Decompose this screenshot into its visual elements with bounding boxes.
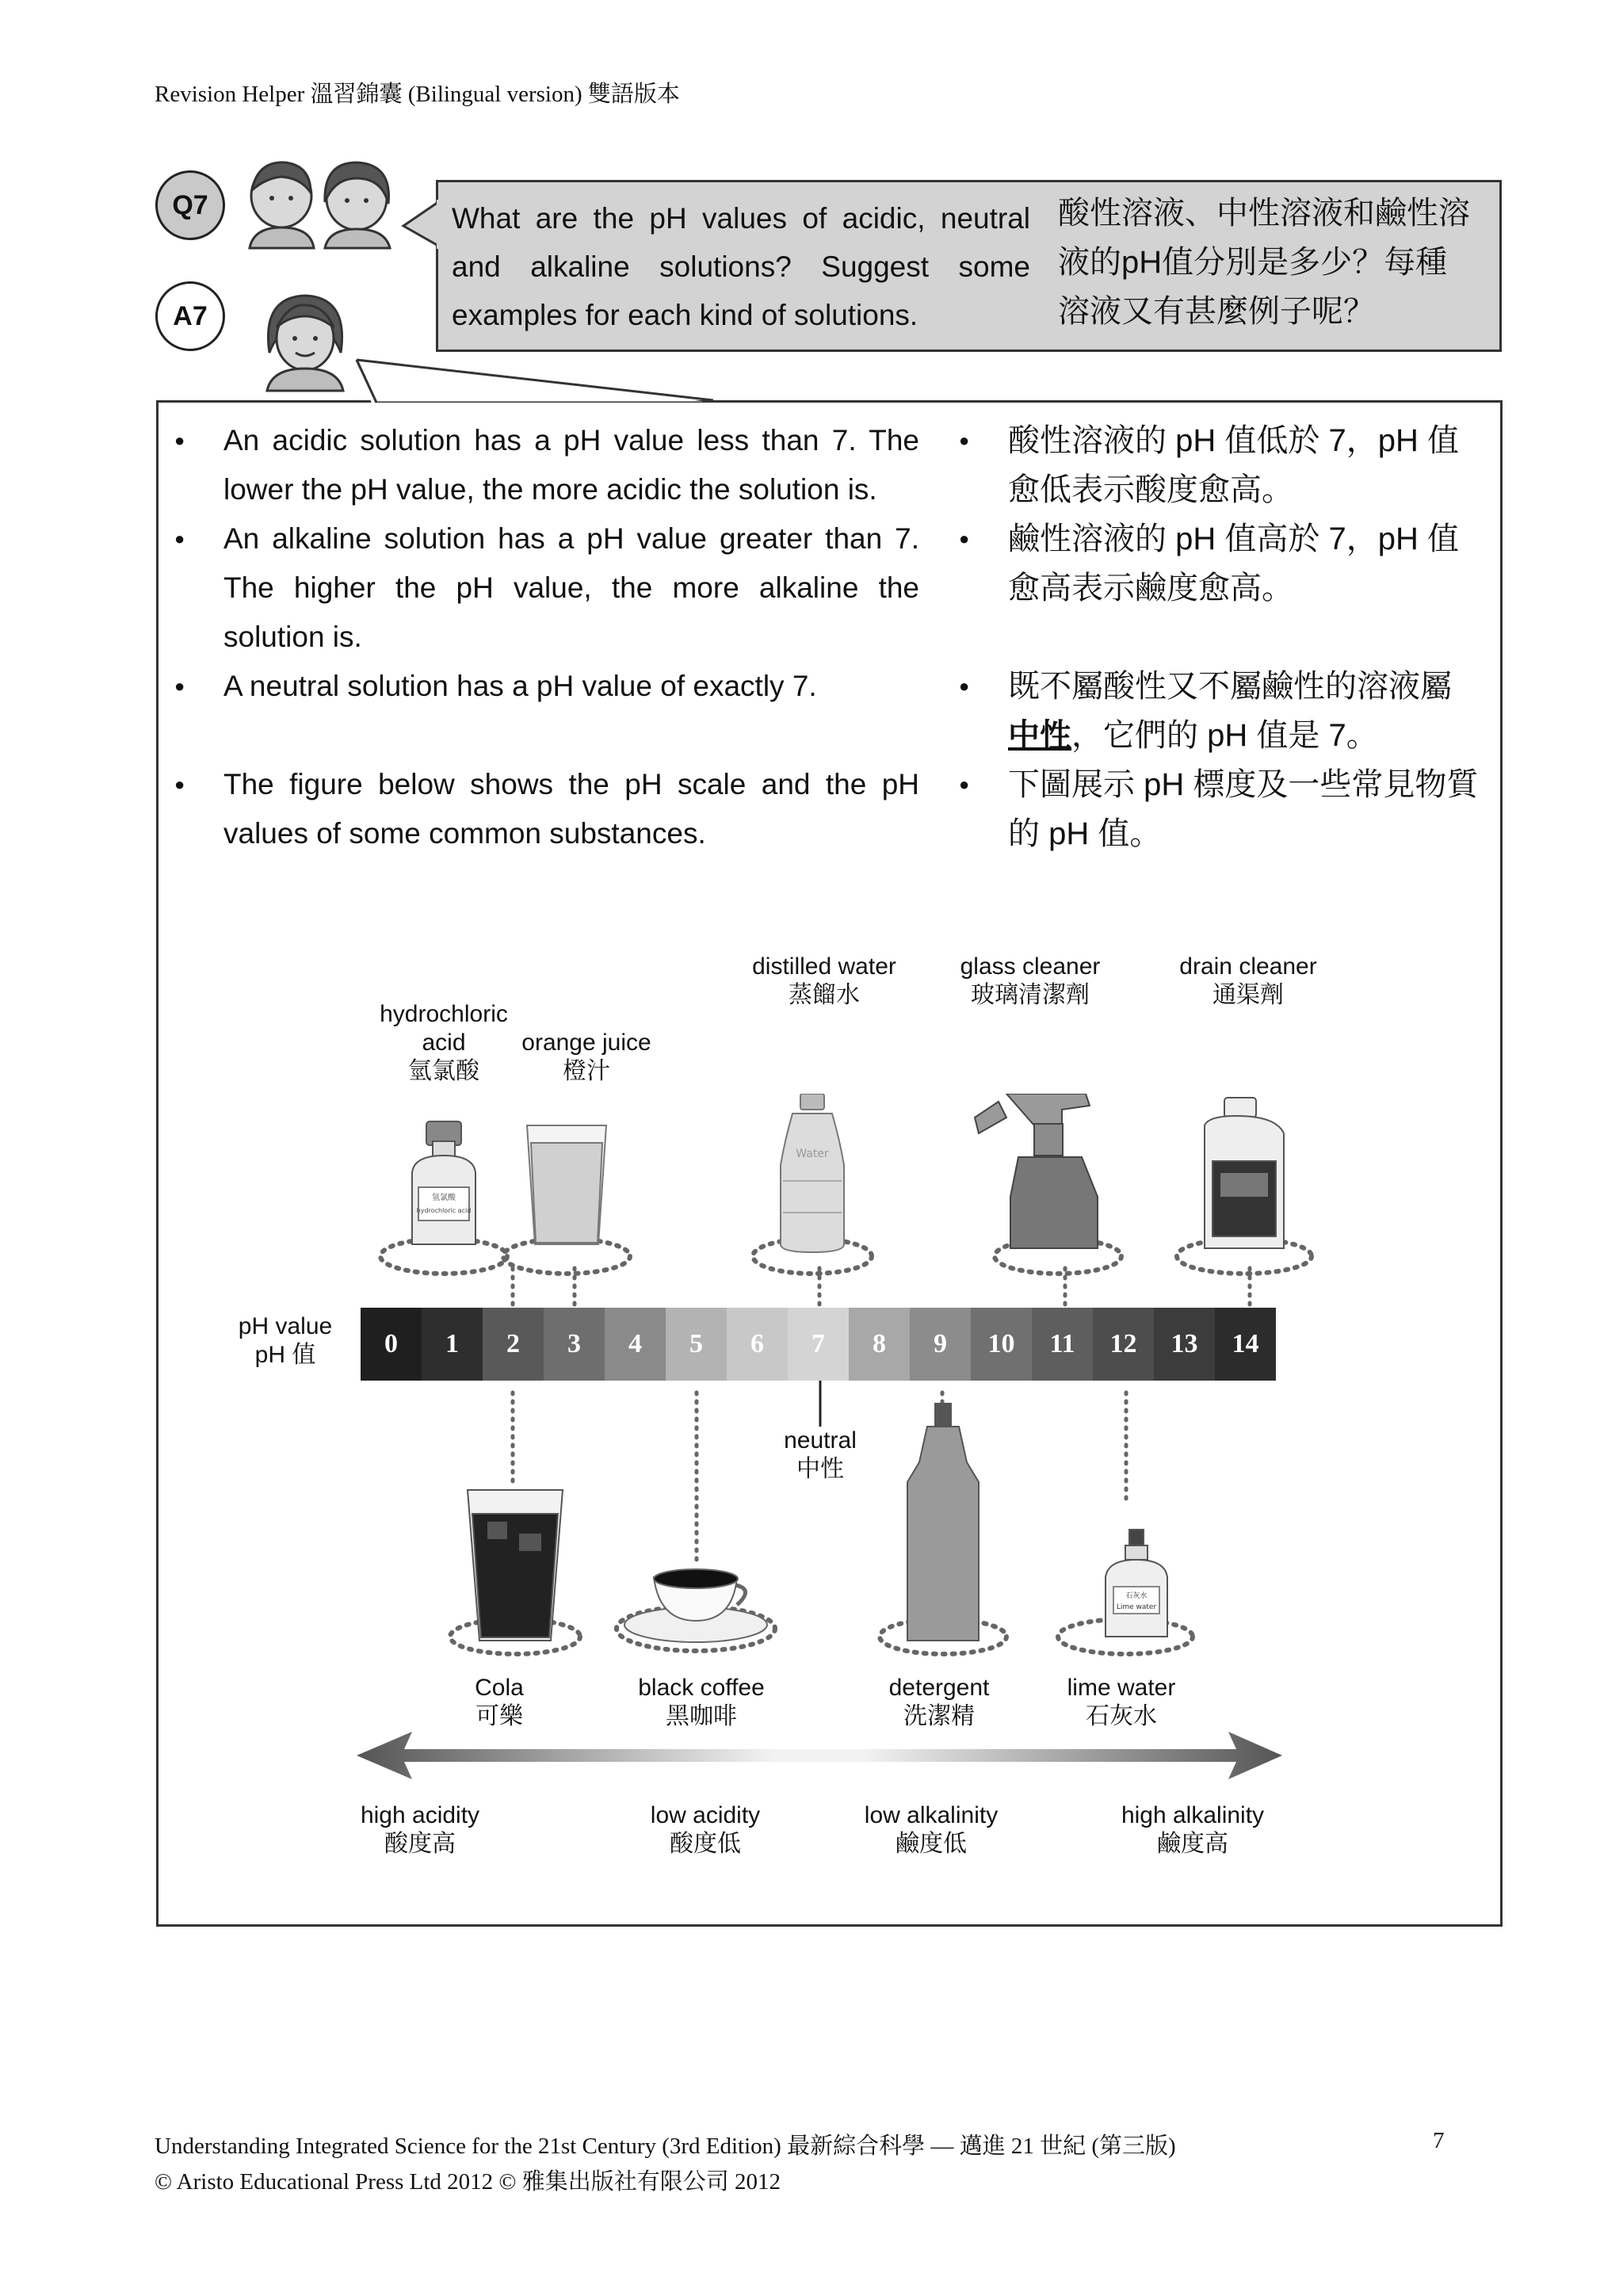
footer-copyright: © Aristo Educational Press Ltd 2012 © 雅集出版社有限公司 2012 (155, 2169, 781, 2195)
black-coffee-cup (624, 1569, 767, 1642)
label-detergent: detergent 洗潔精 (888, 1675, 990, 1729)
label-low-acidity: low acidity 酸度低 (650, 1802, 761, 1857)
ph-scale-cell: 0 (361, 1308, 422, 1381)
page-header: Revision Helper 溫習錦囊 (Bilingual version) 雙語版本 (155, 82, 680, 107)
label-low-alkalinity: low alkalinity 鹼度低 (864, 1802, 999, 1857)
svg-text:hydrochloric acid: hydrochloric acid (416, 1207, 472, 1214)
footer-book-title: Understanding Integrated Science for the 21st Century (3rd Edition) 最新綜合科學 — 邁進 21 世紀 (第三版) (155, 2134, 1176, 2159)
bullet-neutral-en: ● A neutral solution has a pH value of exactly 7. (174, 662, 919, 711)
svg-text:Water: Water (796, 1148, 829, 1160)
answer-tag: A7 (155, 281, 225, 351)
detergent-bottle (907, 1403, 979, 1641)
ph-scale-cell: 5 (666, 1308, 727, 1381)
bullet-acidic-en: ● An acidic solution has a pH value less than 7. The lower the pH value, the more acidic the solution is. (174, 416, 919, 514)
bullet-figure-en: ● The figure below shows the pH scale and the pH values of some common substances. (174, 760, 919, 858)
label-hydrochloric-acid: hydrochloric acid 氫氯酸 (380, 1001, 508, 1084)
ph-scale-cell: 14 (1215, 1308, 1276, 1381)
cola-glass (468, 1490, 563, 1641)
bullet-alkaline-en: ● An alkaline solution has a pH value greater than 7. The higher the pH value, the more alkaline the solution is. (174, 514, 919, 662)
label-distilled-water: distilled water 蒸餾水 (752, 953, 896, 1008)
ph-scale-cell: 2 (483, 1308, 544, 1381)
ph-scale-cell: 4 (605, 1308, 666, 1381)
teacher-character-illustration (258, 289, 353, 392)
answer-bullets-english (174, 416, 919, 858)
bullet-acidic-zh: ● 酸性溶液的 pH 值低於 7，pH 值愈低表示酸度愈高。 (959, 416, 1482, 514)
neutral-term-underlined: 中性 (1008, 718, 1071, 753)
page-number: 7 (1433, 2128, 1445, 2153)
acidity-alkalinity-arrow (357, 1728, 1284, 1783)
ph-scale-cell: 12 (1093, 1308, 1154, 1381)
ph-scale-cell: 7 (788, 1308, 849, 1381)
label-lime-water: lime water 石灰水 (1067, 1675, 1176, 1729)
svg-text:Lime water: Lime water (1116, 1603, 1157, 1611)
ph-scale-cell: 11 (1032, 1308, 1093, 1381)
label-high-alkalinity: high alkalinity 鹼度高 (1121, 1802, 1265, 1857)
drain-cleaner-jug (1205, 1098, 1284, 1248)
question-text-chinese: 酸性溶液、中性溶液和鹼性溶液的pH值分別是多少？每種溶液又有甚麼例子呢？ (1058, 196, 1470, 329)
label-black-coffee: black coffee 黑咖啡 (638, 1675, 765, 1729)
distilled-water-bottle (781, 1094, 844, 1252)
svg-text:氫氯酸: 氫氯酸 (432, 1194, 456, 1202)
question-box-pointer (400, 198, 440, 254)
bullet-neutral-zh-part1: 既不屬酸性又不屬鹼性的溶液屬 (1008, 669, 1452, 704)
ph-scale-cell: 1 (422, 1308, 483, 1381)
top-connectors (349, 1260, 1339, 1308)
orange-juice-glass (527, 1125, 606, 1244)
label-glass-cleaner: glass cleaner 玻璃清潔劑 (960, 953, 1101, 1008)
bullet-neutral-zh (959, 662, 1482, 760)
lime-water-bottle (1106, 1530, 1167, 1637)
question-text-english: What are the pH values of acidic, neutral and alkaline solutions? Suggest some examples for each kind of solutions. (452, 202, 1030, 331)
ph-scale-cell: 13 (1154, 1308, 1215, 1381)
svg-text:石灰水: 石灰水 (1125, 1592, 1148, 1600)
bullet-alkaline-zh: ● 鹼性溶液的 pH 值高於 7，pH 值愈高表示鹼度愈高。 (959, 514, 1482, 613)
student-characters-illustration (238, 155, 408, 250)
answer-bullets-chinese (959, 416, 1482, 858)
label-neutral: neutral 中性 (784, 1427, 857, 1482)
bullet-neutral-zh-part2: ，它們的 pH 值是 7。 (1071, 718, 1378, 753)
ph-scale-cell: 9 (910, 1308, 971, 1381)
ph-value-label: pH value pH 值 (238, 1313, 333, 1368)
ph-scale-cell: 10 (971, 1308, 1032, 1381)
answer-box-pointer (341, 358, 721, 406)
bottom-substances-illustration (444, 1403, 1205, 1656)
question-tag: Q7 (155, 170, 225, 240)
bullet-figure-zh: ● 下圖展示 pH 標度及一些常見物質的 pH 值。 (959, 760, 1482, 858)
label-high-acidity: high acidity 酸度高 (360, 1802, 480, 1857)
label-orange-juice: orange juice 橙汁 (521, 1030, 651, 1084)
label-drain-cleaner: drain cleaner 通渠劑 (1179, 953, 1317, 1008)
hydrochloric-acid-bottle (412, 1121, 475, 1244)
glass-cleaner-spray-bottle (975, 1094, 1098, 1248)
ph-scale-cell: 3 (544, 1308, 605, 1381)
label-cola: Cola 可樂 (475, 1675, 524, 1729)
ph-scale-cell: 8 (849, 1308, 910, 1381)
ph-scale-cell: 6 (727, 1308, 788, 1381)
